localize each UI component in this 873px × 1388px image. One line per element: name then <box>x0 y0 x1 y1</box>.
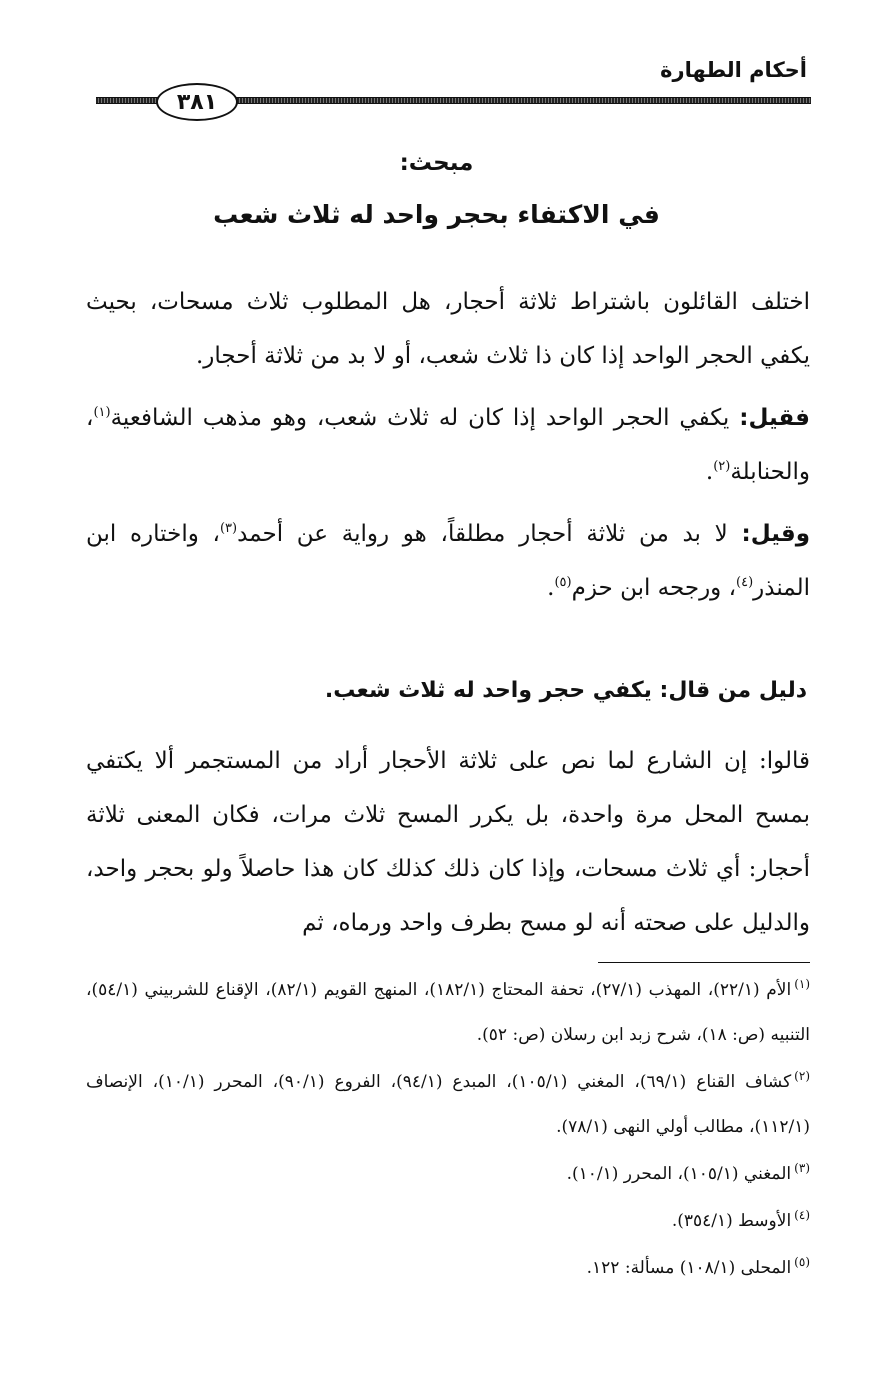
paragraph-2-text-b: ، والحنابلة <box>86 405 810 485</box>
footnote-text: الأم (٢٢/١)، المهذب (٢٧/١)، تحفة المحتاج (١٨٢/١)، المنهج القويم (٨٢/١)، الإقناع للشربيني (٥٤/١)، التنبيه (ص: ١٨)، شرح زبد ابن رسلان (ص: ٥٢). <box>86 980 810 1045</box>
footnote-ref-2[interactable]: (٢) <box>713 459 731 474</box>
evidence-subheading: دليل من قال: يكفي حجر واحد له ثلاث شعب. <box>324 678 807 703</box>
page-number: ٣٨١ <box>176 89 218 115</box>
footnote-ref-3[interactable]: (٣) <box>219 521 238 536</box>
paragraph-3-text-b: ، واختاره ابن المنذر <box>86 521 810 601</box>
page-number-badge <box>156 83 238 121</box>
paragraph-3-lead: وقيل: <box>741 521 810 547</box>
paragraph-3-text-d: . <box>547 575 555 601</box>
paragraph-3-text-a: لا بد من ثلاثة أحجار مطلقاً، هو رواية عن أحمد <box>237 521 742 547</box>
paragraph-3-text-c: ، ورجحه ابن حزم <box>571 575 737 601</box>
footnote-number: (٢) <box>794 1069 810 1083</box>
footnotes <box>86 968 810 1293</box>
footnote-separator <box>598 962 810 963</box>
evidence-paragraph: قالوا: إن الشارع لما نص على ثلاثة الأحجار أراد من المستجمر ألا يكتفي بمسح المحل مرة واحدة، بل يكرر المسح ثلاث مرات، فكان المعنى ثلاثة أحجار: أي ثلاث مسحات، وإذا كان ذلك كذلك كان هذا حاصلاً ولو بحجر واحد، والدليل على صحته أنه لو مسح بطرف واحد ورماه، ثم <box>86 748 810 936</box>
footnote-1 <box>86 968 810 1058</box>
section-title: في الاكتفاء بحجر واحد له ثلاث شعب <box>213 200 660 229</box>
paragraph-2-text-a: يكفي الحجر الواحد إذا كان له ثلاث شعب، وهو مذهب الشافعية <box>110 405 740 431</box>
paragraph-2-lead: فقيل: <box>739 405 810 431</box>
header-rule-left <box>96 97 162 104</box>
footnote-2 <box>86 1060 810 1150</box>
footnote-number: (٤) <box>794 1208 810 1222</box>
footnote-3 <box>86 1152 810 1197</box>
footnote-text: المغني (١٠٥/١)، المحرر (١٠/١). <box>566 1164 792 1184</box>
header-rule-right <box>228 97 811 104</box>
paragraph-2 <box>86 391 810 499</box>
paragraph-1: اختلف القائلون باشتراط ثلاثة أحجار، هل المطلوب ثلاث مسحات، بحيث يكفي الحجر الواحد إذا كان ذا ثلاث شعب، أو لا بد من ثلاثة أحجار. <box>86 289 810 369</box>
section-label: مبحث: <box>399 150 474 176</box>
footnote-text: كشاف القناع (٦٩/١)، المغني (١٠٥/١)، المبدع (٩٤/١)، الفروع (٩٠/١)، المحرر (١٠/١)، الإنصاف (١١٢/١)، مطالب أولي النهى (٧٨/١). <box>86 1072 810 1137</box>
footnote-number: (٣) <box>794 1161 810 1175</box>
body-text-block-2 <box>86 734 810 958</box>
body-text-block-1 <box>86 275 810 623</box>
footnote-number: (٥) <box>794 1255 810 1269</box>
footnote-number: (١) <box>794 977 811 991</box>
footnote-4 <box>86 1199 810 1244</box>
footnote-text: المحلى (١٠٨/١) مسألة: ١٢٢. <box>586 1258 792 1278</box>
paragraph-3 <box>86 507 810 615</box>
footnote-text: الأوسط (٣٥٤/١). <box>671 1211 792 1231</box>
footnote-ref-1[interactable]: (١) <box>93 405 111 420</box>
paragraph-2-text-c: . <box>705 459 714 485</box>
book-title: أحكام الطهارة <box>660 58 807 82</box>
footnote-5 <box>86 1246 810 1291</box>
footnote-ref-4[interactable]: (٤) <box>736 575 754 590</box>
footnote-ref-5[interactable]: (٥) <box>554 575 572 590</box>
